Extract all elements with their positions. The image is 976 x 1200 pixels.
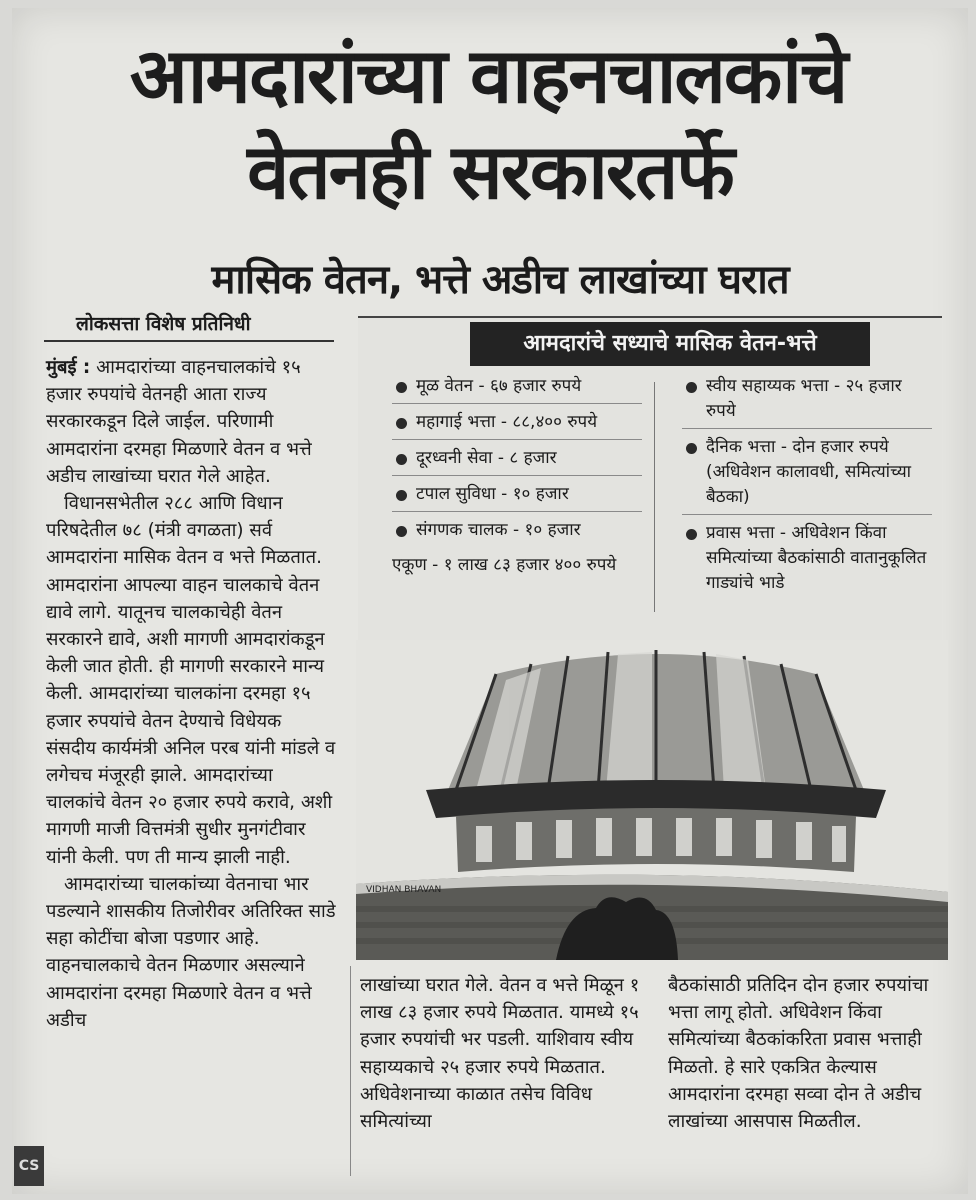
headline-line-1: आमदारांच्या वाहनचालकांचे [129, 31, 847, 120]
column-divider [350, 966, 351, 1176]
infobox-title: आमदारांचे सध्याचे मासिक वेतन-भत्ते [470, 322, 870, 366]
salary-infobox [358, 316, 942, 646]
article-paragraph-2: विधानसभेतील २८८ आणि विधान परिषदेतील ७८ (मंत्री वगळता) सर्व आमदारांना मासिक वेतन व भत्ते मिळतात. आमदारांना आपल्या वाहन चालकाचे वेतन द्यावे लागे. यातूनच चालकाचेही वेतन सरकारने द्यावे, अशी मागणी आमदारांकडून केली जात होती. ही मागणी सरकारने मान्य केली. आमदारांच्या चालकांना दरमहा १५ हजार रुपयांचे वेतन देण्याचे विधेयक संसदीय कार्यमंत्री अनिल परब यांनी मांडले व लगेचच मंजूरही झाले. आमदारांच्या चालकांचे वेतन २० हजार रुपये करावे, अशी मागणी माजी वित्तमंत्री सुधीर मुनगंटीवार यांनी केली. पण ती मान्य झाली नाही. [46, 493, 336, 868]
article-column-middle [360, 972, 650, 1135]
column-rule [44, 340, 334, 342]
article-column-left [46, 354, 336, 1034]
subheadline: मासिक वेतन, भत्ते अडीच लाखांच्या घरात [211, 257, 789, 303]
article-right-text: बैठकांसाठी प्रतिदिन दोन हजार रुपयांचा भत्ता लागू होतो. अधिवेशन किंवा समित्यांच्या बैठकांकरिता प्रवास भत्ताही मिळतो. हे सारे एकत्रित केल्यास आमदारांना दरमहा सव्वा दोन ते अडीच लाखांच्या आसपास मिळतील. [668, 975, 929, 1133]
vidhan-bhavan-photo [356, 640, 948, 960]
dateline: मुंबई : [46, 357, 91, 378]
building-sign: VIDHAN BHAVAN [366, 885, 442, 895]
infobox-left-list [392, 374, 642, 577]
infobox-item: दैनिक भत्ता - दोन हजार रुपये (अधिवेशन कालावधी, समित्यांच्या बैठका) [682, 435, 932, 515]
article-paragraph-3: आमदारांच्या चालकांच्या वेतनाचा भार पडल्याने शासकीय तिजोरीवर अतिरिक्त साडे सहा कोटींचा बोजा पडणार आहे. वाहनचालकाचे वेतन मिळणार असल्याने आमदारांना दरमहा मिळणारे वेतन व भत्ते अडीच [46, 873, 336, 1031]
infobox-item: टपाल सुविधा - १० हजार [392, 482, 642, 512]
infobox-right-list [682, 374, 932, 606]
infobox-item: स्वीय सहाय्यक भत्ता - २५ हजार रुपये [682, 374, 932, 429]
headline-line-2: वेतनही सरकारतर्फे [247, 127, 733, 216]
infobox-item: प्रवास भत्ता - अधिवेशन किंवा समित्यांच्या बैठकांसाठी वातानुकूलित गाड्यांचे भाडे [682, 521, 932, 600]
byline: लोकसत्ता विशेष प्रतिनिधी [76, 313, 251, 335]
article-paragraph-1 [46, 354, 336, 490]
article-column-right [668, 972, 948, 1135]
infobox-item: मूळ वेतन - ६७ हजार रुपये [392, 374, 642, 404]
infobox-total: एकूण - १ लाख ८३ हजार ४०० रुपये [392, 555, 617, 575]
infobox-divider [654, 382, 655, 612]
infobox-item: दूरध्वनी सेवा - ८ हजार [392, 446, 642, 476]
infobox-item: महागाई भत्ता - ८८,४०० रुपये [392, 410, 642, 440]
infobox-item: संगणक चालक - १० हजार [392, 518, 642, 547]
article-paragraph-1-text: आमदारांच्या वाहनचालकांचे १५ हजार रुपयांचे वेतनही आता राज्य सरकारकडून दिले जाईल. परिणामी आमदारांना दरमहा मिळणारे वेतन व भत्ते अडीच लाखांच्या घरात गेले आहेत. [46, 357, 312, 487]
scanner-app-badge: CS [14, 1146, 44, 1186]
article-mid-text: लाखांच्या घरात गेले. वेतन व भत्ते मिळून १ लाख ८३ हजार रुपये मिळतात. यामध्ये १५ हजार रुपयांची भर पडली. याशिवाय स्वीय सहाय्यकाचे २५ हजार रुपये मिळतात. अधिवेशनाच्या काळात तसेच विविध समित्यांच्या [360, 975, 640, 1133]
